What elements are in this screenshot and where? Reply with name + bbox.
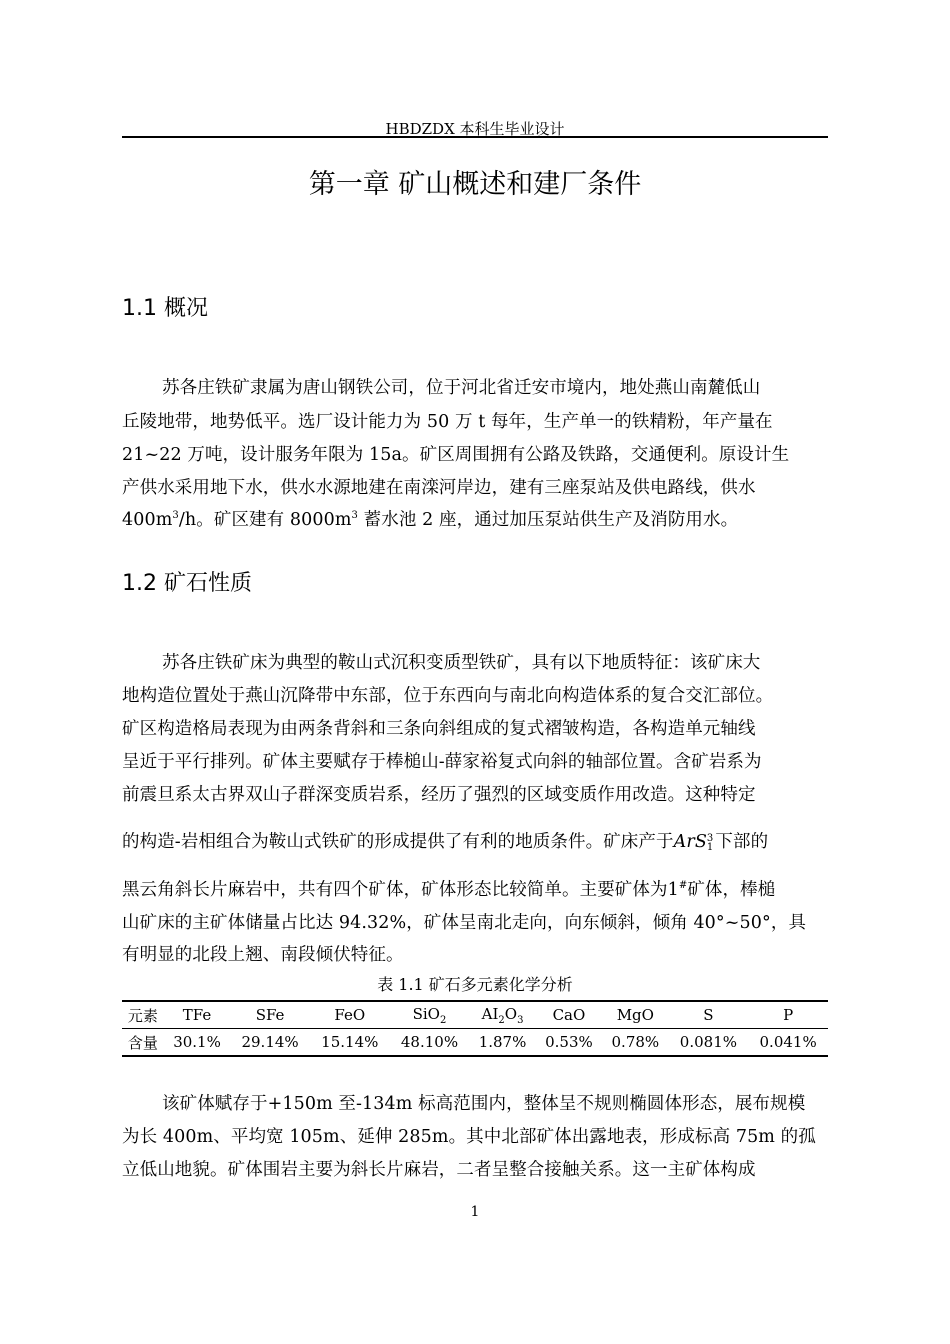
paragraph-line: 地构造位置处于燕山沉降带中东部，位于东西向与南北向构造体系的复合交汇部位。 <box>122 686 774 706</box>
table-cell: 0.081% <box>669 1029 749 1057</box>
formula-superscript: 3 <box>706 832 714 844</box>
superscript: 3 <box>351 510 359 522</box>
table-cell: 29.14% <box>230 1029 310 1057</box>
superscript: # <box>678 880 688 892</box>
table-header-cell <box>390 1001 470 1029</box>
text-run: 400m <box>122 510 173 530</box>
table-cell: 48.10% <box>390 1029 470 1057</box>
paragraph-line: 矿区构造格局表现为由两条背斜和三条向斜组成的复式褶皱构造，各构造单元轴线 <box>122 719 756 739</box>
ore-analysis-table <box>122 1000 828 1057</box>
text-run: SiO <box>412 1004 440 1023</box>
paragraph-line: 呈近于平行排列。矿体主要赋存于棒槌山-薛家裕复式向斜的轴部位置。含矿岩系为 <box>122 752 762 772</box>
paragraph-line: 该矿体赋存于+150m 至-134m 标高范围内，整体呈不规则椭圆体形态，展布规模 <box>162 1094 806 1114</box>
paragraph-line: 为长 400m、平均宽 105m、延伸 285m。其中北部矿体出露地表，形成标高 75m 的孤 <box>122 1127 816 1147</box>
section-title-overview: 1.1 概况 <box>122 296 208 321</box>
text-run: 蓄水池 2 座，通过加压泵站供生产及消防用水。 <box>358 510 739 530</box>
subscript: 2 <box>439 1014 447 1026</box>
subscript: 3 <box>517 1014 524 1026</box>
paragraph-line: 山矿床的主矿体储量占比达 94.32%，矿体呈南北走向，向东倾斜，倾角 40°~50°，具 <box>122 913 807 933</box>
table-cell: 含量 <box>122 1029 164 1057</box>
paragraph-line: 有明显的北段上翘、南段倾伏特征。 <box>122 945 404 965</box>
text-run: 黑云角斜长片麻岩中，共有四个矿体，矿体形态比较简单。主要矿体为1 <box>122 880 679 900</box>
table-header-cell: 元素 <box>122 1001 164 1029</box>
paragraph-line: 产供水采用地下水，供水水源地建在南滦河岸边，建有三座泵站及供电路线，供水 <box>122 478 756 498</box>
paragraph-line <box>122 506 832 531</box>
text-run: 矿体，棒槌 <box>687 880 776 900</box>
table-header-cell: S <box>669 1001 749 1029</box>
table-caption: 表 1.1 矿石多元素化学分析 <box>377 975 573 994</box>
paragraph-line: 前震旦系太古界双山子群深变质岩系，经历了强烈的区域变质作用改造。这种特定 <box>122 785 756 805</box>
table-header-cell: CaO <box>536 1001 602 1029</box>
table-cell: 0.53% <box>536 1029 602 1057</box>
table-header-cell: TFe <box>164 1001 230 1029</box>
paragraph-line: 丘陵地带，地势低平。选厂设计能力为 50 万 t 每年，生产单一的铁精粉，年产量在 <box>122 412 773 432</box>
table-header-cell: FeO <box>310 1001 390 1029</box>
text-run: /h。矿区建有 8000m <box>178 510 352 530</box>
table-cell: 1.87% <box>469 1029 535 1057</box>
paragraph-line: 苏各庄铁矿床为典型的鞍山式沉积变质型铁矿，具有以下地质特征：该矿床大 <box>162 653 761 673</box>
table-header-cell: P <box>748 1001 828 1029</box>
header-rule <box>122 136 828 138</box>
text-run: 下部的 <box>715 832 769 852</box>
formula-subscript: 1 <box>706 841 714 853</box>
paragraph-line: 21~22 万吨，设计服务年限为 15a。矿区周围拥有公路及铁路，交通便利。原设计生 <box>122 445 790 465</box>
table-cell: 30.1% <box>164 1029 230 1057</box>
superscript: 3 <box>172 510 179 522</box>
paragraph-line <box>122 828 832 853</box>
formula: ArS <box>673 832 707 852</box>
table-header-row <box>122 1001 828 1029</box>
table-header-cell <box>469 1001 535 1029</box>
table-cell: 15.14% <box>310 1029 390 1057</box>
text-run: 的构造-岩相组合为鞍山式铁矿的形成提供了有利的地质条件。矿床产于 <box>122 832 674 852</box>
table-row <box>122 1029 828 1057</box>
table-header-cell: SFe <box>230 1001 310 1029</box>
section-title-ore: 1.2 矿石性质 <box>122 571 252 596</box>
paragraph-line: 苏各庄铁矿隶属为唐山钢铁公司，位于河北省迁安市境内，地处燕山南麓低山 <box>162 378 761 398</box>
subscript: 2 <box>498 1014 505 1026</box>
table-header-cell: MgO <box>602 1001 668 1029</box>
paragraph-line <box>122 876 832 901</box>
chapter-title: 第一章 矿山概述和建厂条件 <box>308 169 642 200</box>
text-run: AI <box>481 1004 499 1023</box>
text-run: O <box>504 1004 518 1023</box>
page-number: 1 <box>470 1204 480 1220</box>
table-cell: 0.78% <box>602 1029 668 1057</box>
page-header: HBDZDX 本科生毕业设计 <box>385 120 565 138</box>
table-cell: 0.041% <box>748 1029 828 1057</box>
paragraph-line: 立低山地貌。矿体围岩主要为斜长片麻岩，二者呈整合接触关系。这一主矿体构成 <box>122 1160 756 1180</box>
